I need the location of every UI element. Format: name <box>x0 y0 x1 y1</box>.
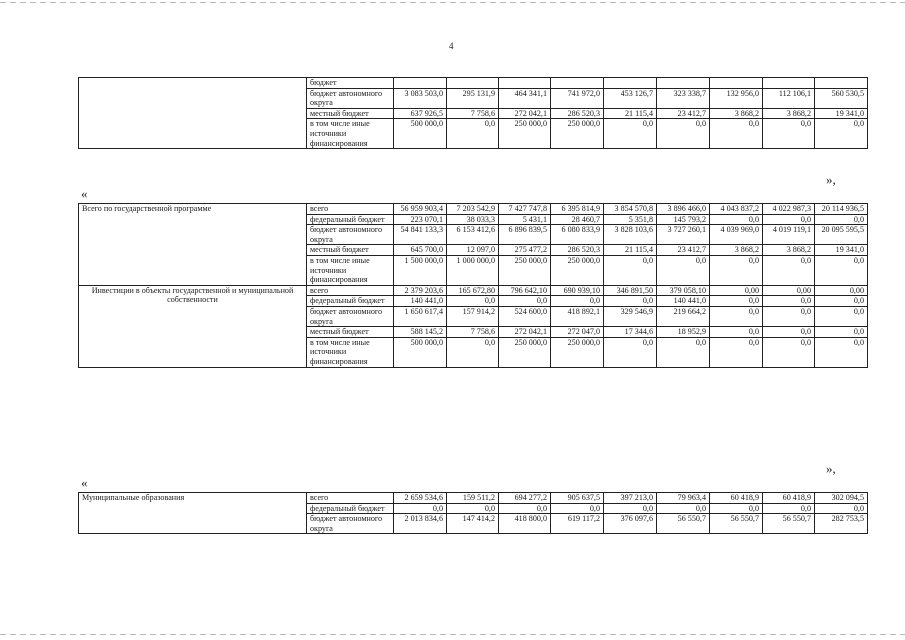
budget-table-continued <box>78 77 868 149</box>
value-cell: 12 097,0 <box>447 245 499 256</box>
value-cell: 6 080 833,9 <box>551 225 604 245</box>
row-label: федеральный бюджет <box>307 296 394 307</box>
value-cell: 0,0 <box>710 296 763 307</box>
value-cell: 637 926,5 <box>394 108 447 119</box>
value-cell: 3 868,2 <box>710 245 763 256</box>
value-cell: 147 414,2 <box>447 514 499 534</box>
value-cell: 7 427 747,8 <box>499 204 551 215</box>
value-cell: 272 042,1 <box>499 108 551 119</box>
value-cell: 5 431,1 <box>499 214 551 225</box>
value-cell <box>763 78 815 89</box>
value-cell: 4 022 987,3 <box>763 204 815 215</box>
value-cell: 223 070,1 <box>394 214 447 225</box>
state-program-table <box>78 203 868 368</box>
value-cell: 250 000,0 <box>551 337 604 367</box>
municipal-table <box>78 492 868 534</box>
value-cell: 560 530,5 <box>815 88 868 108</box>
value-cell <box>394 78 447 89</box>
row-label: всего <box>307 493 394 504</box>
value-cell: 0,0 <box>447 337 499 367</box>
value-cell: 23 412,7 <box>657 108 710 119</box>
row-label: местный бюджет <box>307 327 394 338</box>
value-cell: 0,0 <box>710 306 763 326</box>
opening-quote-1: « <box>81 186 88 201</box>
value-cell: 6 395 814,9 <box>551 204 604 215</box>
value-cell: 56 550,7 <box>710 514 763 534</box>
value-cell: 0,0 <box>763 214 815 225</box>
value-cell: 3 854 570,8 <box>604 204 657 215</box>
value-cell: 7 203 542,9 <box>447 204 499 215</box>
value-cell: 302 094,5 <box>815 493 868 504</box>
row-label: бюджет автономного округа <box>307 225 394 245</box>
value-cell: 28 460,7 <box>551 214 604 225</box>
closing-quote-2: », <box>826 461 836 476</box>
row-label: всего <box>307 204 394 215</box>
bottom-scan-edge <box>0 634 905 635</box>
row-label: в том числе иные источники финансирования <box>307 337 394 367</box>
value-cell: 17 344,6 <box>604 327 657 338</box>
row-label: бюджет <box>307 78 394 89</box>
value-cell: 165 672,80 <box>447 285 499 296</box>
value-cell: 418 800,0 <box>499 514 551 534</box>
row-label: в том числе иные источники финансирования <box>307 255 394 285</box>
page-number: 4 <box>449 41 454 51</box>
value-cell: 3 083 503,0 <box>394 88 447 108</box>
value-cell: 397 213,0 <box>604 493 657 504</box>
value-cell: 0,00 <box>763 285 815 296</box>
opening-quote-2: « <box>81 475 88 490</box>
value-cell: 0,0 <box>447 296 499 307</box>
row-label: всего <box>307 285 394 296</box>
section-name: Всего по государственной программе <box>79 204 307 286</box>
value-cell: 79 963,4 <box>657 493 710 504</box>
value-cell <box>657 78 710 89</box>
value-cell: 20 114 936,5 <box>815 204 868 215</box>
value-cell: 0,0 <box>604 119 657 149</box>
value-cell: 132 956,0 <box>710 88 763 108</box>
value-cell: 0,0 <box>815 327 868 338</box>
value-cell: 20 095 595,5 <box>815 225 868 245</box>
value-cell: 0,0 <box>499 296 551 307</box>
value-cell: 0,0 <box>815 337 868 367</box>
value-cell: 0,0 <box>657 255 710 285</box>
value-cell: 619 117,2 <box>551 514 604 534</box>
row-label: в том числе иные источники финансирования <box>307 119 394 149</box>
value-cell: 54 841 133,3 <box>394 225 447 245</box>
value-cell: 250 000,0 <box>499 119 551 149</box>
value-cell: 0,0 <box>815 214 868 225</box>
value-cell: 0,0 <box>763 503 815 514</box>
value-cell: 0,0 <box>815 306 868 326</box>
value-cell: 56 959 903,4 <box>394 204 447 215</box>
value-cell: 796 642,10 <box>499 285 551 296</box>
table-row <box>79 285 868 296</box>
value-cell: 219 664,2 <box>657 306 710 326</box>
value-cell: 0,0 <box>815 255 868 285</box>
value-cell <box>815 78 868 89</box>
value-cell: 0,0 <box>604 296 657 307</box>
value-cell: 0,0 <box>551 296 604 307</box>
value-cell: 418 892,1 <box>551 306 604 326</box>
value-cell: 159 511,2 <box>447 493 499 504</box>
row-label: местный бюджет <box>307 108 394 119</box>
value-cell: 60 418,9 <box>763 493 815 504</box>
value-cell: 0,0 <box>710 337 763 367</box>
value-cell: 0,0 <box>551 503 604 514</box>
value-cell: 0,0 <box>763 255 815 285</box>
value-cell: 7 758,6 <box>447 327 499 338</box>
closing-quote-1: », <box>826 172 836 187</box>
value-cell: 60 418,9 <box>710 493 763 504</box>
table-row <box>79 493 868 504</box>
value-cell: 21 115,4 <box>604 108 657 119</box>
value-cell: 0,0 <box>447 119 499 149</box>
value-cell: 250 000,0 <box>551 119 604 149</box>
row-label: федеральный бюджет <box>307 503 394 514</box>
value-cell: 1 500 000,0 <box>394 255 447 285</box>
value-cell: 19 341,0 <box>815 108 868 119</box>
value-cell: 0,0 <box>763 327 815 338</box>
value-cell: 5 351,8 <box>604 214 657 225</box>
value-cell: 524 600,0 <box>499 306 551 326</box>
value-cell: 323 338,7 <box>657 88 710 108</box>
row-label: бюджет автономного округа <box>307 514 394 534</box>
value-cell: 0,0 <box>710 327 763 338</box>
value-cell: 3 828 103,6 <box>604 225 657 245</box>
value-cell: 0,00 <box>710 285 763 296</box>
value-cell: 250 000,0 <box>551 255 604 285</box>
value-cell: 157 914,2 <box>447 306 499 326</box>
value-cell: 690 939,10 <box>551 285 604 296</box>
value-cell: 379 058,10 <box>657 285 710 296</box>
value-cell: 376 097,6 <box>604 514 657 534</box>
value-cell: 3 727 260,1 <box>657 225 710 245</box>
value-cell: 0,0 <box>604 503 657 514</box>
value-cell: 0,0 <box>657 503 710 514</box>
value-cell: 453 126,7 <box>604 88 657 108</box>
value-cell: 23 412,7 <box>657 245 710 256</box>
value-cell: 145 793,2 <box>657 214 710 225</box>
value-cell: 0,0 <box>499 503 551 514</box>
value-cell: 500 000,0 <box>394 119 447 149</box>
value-cell: 286 520,3 <box>551 245 604 256</box>
value-cell: 0,0 <box>657 337 710 367</box>
value-cell: 0,00 <box>815 285 868 296</box>
value-cell: 0,0 <box>657 119 710 149</box>
value-cell <box>604 78 657 89</box>
section-name: Муниципальные образования <box>79 493 307 534</box>
value-cell: 4 043 837,2 <box>710 204 763 215</box>
row-label: местный бюджет <box>307 245 394 256</box>
value-cell: 0,0 <box>815 119 868 149</box>
value-cell: 0,0 <box>710 214 763 225</box>
value-cell: 0,0 <box>710 119 763 149</box>
value-cell: 275 477,2 <box>499 245 551 256</box>
value-cell: 286 520,3 <box>551 108 604 119</box>
value-cell: 6 153 412,6 <box>447 225 499 245</box>
table-row <box>79 78 868 89</box>
value-cell: 140 441,0 <box>394 296 447 307</box>
value-cell: 250 000,0 <box>499 337 551 367</box>
value-cell: 6 896 839,5 <box>499 225 551 245</box>
value-cell: 2 379 203,6 <box>394 285 447 296</box>
value-cell: 112 106,1 <box>763 88 815 108</box>
value-cell: 3 868,2 <box>763 245 815 256</box>
value-cell: 3 868,2 <box>710 108 763 119</box>
value-cell: 4 019 119,1 <box>763 225 815 245</box>
section-name: Инвестиции в объекты государственной и муниципальной собственности <box>79 285 307 367</box>
table-row <box>79 204 868 215</box>
value-cell: 0,0 <box>763 337 815 367</box>
value-cell: 282 753,5 <box>815 514 868 534</box>
value-cell: 21 115,4 <box>604 245 657 256</box>
row-label: бюджет автономного округа <box>307 306 394 326</box>
value-cell: 38 033,3 <box>447 214 499 225</box>
value-cell: 694 277,2 <box>499 493 551 504</box>
value-cell: 741 972,0 <box>551 88 604 108</box>
value-cell: 3 896 466,0 <box>657 204 710 215</box>
value-cell: 0,0 <box>763 119 815 149</box>
value-cell: 588 145,2 <box>394 327 447 338</box>
section-name <box>79 78 307 149</box>
value-cell: 250 000,0 <box>499 255 551 285</box>
value-cell: 2 013 834,6 <box>394 514 447 534</box>
value-cell: 500 000,0 <box>394 337 447 367</box>
row-label: федеральный бюджет <box>307 214 394 225</box>
value-cell: 272 047,0 <box>551 327 604 338</box>
value-cell: 0,0 <box>815 296 868 307</box>
value-cell: 1 650 617,4 <box>394 306 447 326</box>
value-cell: 3 868,2 <box>763 108 815 119</box>
value-cell: 346 891,50 <box>604 285 657 296</box>
value-cell: 295 131,9 <box>447 88 499 108</box>
value-cell <box>551 78 604 89</box>
value-cell: 0,0 <box>394 503 447 514</box>
value-cell: 0,0 <box>815 503 868 514</box>
value-cell <box>499 78 551 89</box>
value-cell <box>447 78 499 89</box>
value-cell: 0,0 <box>447 503 499 514</box>
value-cell: 19 341,0 <box>815 245 868 256</box>
value-cell: 2 659 534,6 <box>394 493 447 504</box>
value-cell: 4 039 969,0 <box>710 225 763 245</box>
value-cell: 0,0 <box>710 503 763 514</box>
value-cell: 272 042,1 <box>499 327 551 338</box>
value-cell: 56 550,7 <box>657 514 710 534</box>
value-cell: 0,0 <box>710 255 763 285</box>
value-cell: 0,0 <box>763 296 815 307</box>
value-cell <box>710 78 763 89</box>
value-cell: 140 441,0 <box>657 296 710 307</box>
top-scan-edge <box>0 2 905 3</box>
value-cell: 905 637,5 <box>551 493 604 504</box>
value-cell: 56 550,7 <box>763 514 815 534</box>
value-cell: 1 000 000,0 <box>447 255 499 285</box>
value-cell: 0,0 <box>604 337 657 367</box>
value-cell: 0,0 <box>604 255 657 285</box>
value-cell: 329 546,9 <box>604 306 657 326</box>
value-cell: 7 758,6 <box>447 108 499 119</box>
value-cell: 0,0 <box>763 306 815 326</box>
row-label: бюджет автономного округа <box>307 88 394 108</box>
value-cell: 645 700,0 <box>394 245 447 256</box>
value-cell: 18 952,9 <box>657 327 710 338</box>
value-cell: 464 341,1 <box>499 88 551 108</box>
